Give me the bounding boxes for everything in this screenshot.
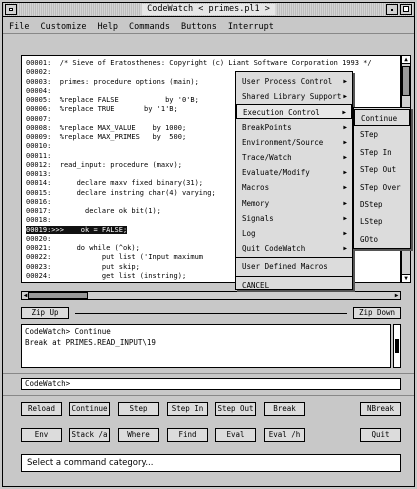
line-code: declare ok bit(1); (59, 207, 161, 215)
menu-bar (3, 18, 414, 34)
menu-interrupt[interactable]: Interrupt (227, 22, 274, 32)
submenu-arrow-icon: ▶ (343, 184, 347, 192)
line-number: 00015: (26, 188, 52, 197)
line-code: /* Sieve of Eratosthenes: Copyright (c) Liant Software Corporation 1993 */ (59, 59, 372, 67)
spacer (51, 189, 59, 197)
line-number: 00009: (26, 133, 52, 141)
button-row-2 (21, 428, 401, 442)
menu-commands[interactable]: Commands (129, 22, 170, 32)
line-number: 00019:>>> (26, 225, 64, 234)
source-line[interactable] (26, 272, 186, 281)
source-line[interactable] (26, 170, 60, 179)
scroll-up-arrow-icon[interactable]: ▲ (402, 56, 410, 64)
spacer (51, 133, 59, 141)
submenu-arrow-icon: ▶ (343, 93, 347, 101)
spacer (51, 216, 59, 224)
line-number: 00018: (26, 216, 52, 225)
line-code: put skip; (59, 262, 140, 271)
menu-item-label: BreakPoints (242, 122, 292, 132)
source-line[interactable] (26, 105, 178, 114)
line-number: 00007: (26, 114, 52, 123)
line-number: 00003: (26, 77, 52, 86)
window-title: CodeWatch < primes.pl1 > (141, 4, 276, 15)
console-scroll-thumb[interactable] (395, 339, 399, 353)
menu-customize[interactable]: Customize (40, 22, 87, 32)
spacer (51, 244, 59, 252)
step-out-button[interactable]: Step Out (215, 402, 256, 416)
menu-item-label: Signals (242, 213, 274, 223)
find-button[interactable]: Find (167, 428, 208, 442)
submenu-item-lstep[interactable]: LStep (360, 217, 383, 227)
line-number: 00005: (26, 96, 52, 104)
menu-separator (236, 257, 352, 258)
source-line[interactable] (26, 198, 60, 207)
source-line[interactable] (26, 216, 60, 225)
menu-item-trace-watch[interactable] (236, 150, 352, 165)
submenu-arrow-icon: ▶ (343, 214, 347, 222)
title-bar[interactable] (3, 3, 414, 17)
step-in-button[interactable]: Step In (167, 402, 208, 416)
menu-item-label: Shared Library Support (242, 92, 342, 102)
menu-item-label: Macros (242, 183, 270, 193)
stack-button[interactable]: Stack /a (69, 428, 110, 442)
line-number: 00010: (26, 142, 52, 151)
divider (3, 373, 414, 374)
menu-item-memory[interactable] (236, 196, 352, 211)
submenu-arrow-icon: ▶ (343, 138, 347, 146)
pane-sash[interactable] (75, 313, 347, 314)
spacer (51, 78, 59, 86)
menu-item-label: Trace/Watch (242, 153, 292, 162)
current-line[interactable] (26, 226, 127, 235)
break-button[interactable]: Break (264, 402, 305, 416)
spacer (51, 253, 59, 261)
menu-item-cancel[interactable] (236, 278, 352, 293)
scroll-right-arrow-icon[interactable]: ▶ (394, 292, 399, 299)
divider (3, 395, 414, 396)
eval-button[interactable]: Eval (215, 428, 256, 442)
output-console[interactable] (21, 324, 391, 368)
command-category-menu (235, 71, 353, 290)
source-line[interactable] (26, 96, 199, 105)
submenu-arrow-icon: ▶ (343, 154, 347, 161)
line-number: 00023: (26, 262, 52, 271)
submenu-arrow-icon: ▶ (343, 245, 347, 253)
spacer (51, 161, 59, 169)
line-code: %replace FALSE by '0'B; (59, 96, 199, 104)
menu-item-macros[interactable] (236, 180, 352, 195)
source-line[interactable] (26, 263, 140, 272)
source-line[interactable] (26, 68, 60, 77)
source-line[interactable] (26, 244, 140, 253)
menu-item-environment-source[interactable] (236, 135, 352, 150)
menu-item-label: Evaluate/Modify (242, 168, 310, 178)
menu-item-shared-library-support[interactable] (236, 89, 352, 104)
submenu-item-goto[interactable]: GOto (360, 234, 379, 244)
line-code: do while (^ok); (59, 244, 140, 252)
scroll-left-arrow-icon[interactable]: ◀ (23, 292, 28, 299)
menu-file[interactable]: File (9, 22, 30, 32)
line-code: declare maxv fixed binary(31); (59, 179, 204, 188)
source-line[interactable] (26, 152, 60, 161)
line-number: 00013: (26, 170, 52, 178)
line-number: 00008: (26, 123, 52, 132)
command-input[interactable]: CodeWatch> (21, 378, 401, 390)
spacer (51, 115, 59, 123)
submenu-arrow-icon: ▶ (343, 169, 347, 177)
spacer (51, 124, 59, 132)
spacer (51, 59, 59, 67)
line-number: 00002: (26, 68, 52, 77)
nbreak-button[interactable]: NBreak (360, 402, 401, 416)
source-line[interactable] (26, 115, 60, 124)
menu-item-user-defined-macros[interactable] (236, 259, 352, 274)
menu-separator (236, 276, 352, 277)
spacer (51, 105, 59, 113)
menu-item-signals[interactable] (236, 211, 352, 226)
line-number: 00012: (26, 160, 52, 169)
console-line: Break at PRIMES.READ_INPUT\19 (25, 338, 161, 347)
continue-button[interactable]: Continue (69, 402, 110, 416)
line-code: %replace TRUE by '1'B; (59, 105, 178, 114)
menu-item-label: User Process Control (242, 77, 333, 86)
zip-row (21, 307, 401, 319)
menu-item-label: Quit CodeWatch (242, 244, 306, 254)
submenu-item-step-in[interactable]: STep In (360, 147, 392, 157)
line-number: 00014: (26, 179, 52, 188)
source-line[interactable] (26, 189, 216, 198)
line-number: 00022: (26, 253, 52, 262)
line-number: 00021: (26, 244, 52, 252)
source-line[interactable] (26, 59, 372, 68)
console-scrollbar[interactable] (393, 324, 401, 368)
line-code: read_input: procedure (maxv); (59, 160, 182, 169)
submenu-item-step[interactable]: STep (360, 130, 379, 140)
button-row-1 (21, 402, 401, 416)
submenu-item-continue[interactable]: Continue (354, 109, 410, 126)
env-button[interactable]: Env (21, 428, 62, 442)
line-code: get list (instring); (59, 271, 187, 280)
source-line[interactable] (26, 253, 203, 262)
line-number: 00006: (26, 105, 52, 114)
step-button[interactable]: Step (118, 402, 159, 416)
menu-item-evaluate-modify[interactable] (236, 165, 352, 180)
source-line[interactable] (26, 179, 203, 188)
menu-item-label: User Defined Macros (242, 262, 328, 272)
source-line[interactable] (26, 142, 60, 151)
zip-down-button[interactable]: Zip Down (353, 307, 401, 319)
maximize-icon (403, 6, 409, 12)
line-code: ok = FALSE; (63, 225, 128, 234)
spacer (51, 179, 59, 187)
window-menu-icon (9, 8, 13, 11)
menu-help[interactable]: Help (97, 22, 119, 32)
line-code: %replace MAX_VALUE by 1000; (59, 123, 187, 132)
source-hscroll-thumb[interactable] (28, 292, 88, 299)
spacer (51, 263, 59, 271)
source-line[interactable] (26, 78, 199, 87)
source-line[interactable] (26, 87, 60, 96)
submenu-arrow-icon: ▶ (343, 230, 347, 237)
execution-control-submenu (353, 107, 411, 249)
spacer (51, 198, 59, 206)
submenu-arrow-icon: ▶ (343, 199, 347, 207)
where-button[interactable]: Where (118, 428, 159, 442)
spacer (51, 235, 59, 243)
line-code: %replace MAX_PRIMES by 500; (59, 133, 187, 141)
window-menu-button[interactable] (5, 4, 17, 15)
spacer (51, 68, 59, 76)
source-line[interactable] (26, 161, 182, 170)
line-code: declare instring char(4) varying; (59, 188, 216, 197)
line-number: 00020: (26, 234, 52, 243)
maximize-button[interactable] (400, 4, 412, 15)
line-number: 00024: (26, 271, 52, 280)
line-code: primes: procedure options (main); (59, 77, 199, 86)
submenu-arrow-icon: ▶ (342, 109, 346, 117)
status-bar: Select a command category... (21, 454, 401, 472)
quit-button[interactable]: Quit (360, 428, 401, 442)
eval-h-button[interactable]: Eval /h (264, 428, 305, 442)
line-code: put list ('Input maximum (59, 253, 204, 262)
console-line: CodeWatch> Continue (25, 327, 111, 336)
zip-up-button[interactable]: Zip Up (21, 307, 69, 319)
spacer (51, 142, 59, 150)
spacer (51, 152, 59, 160)
spacer (51, 87, 59, 95)
menu-item-log[interactable] (236, 226, 352, 241)
spacer (51, 96, 59, 104)
spacer (51, 170, 59, 178)
line-number: 00016: (26, 197, 52, 206)
menu-item-label: Log (242, 229, 256, 238)
line-number: 00011: (26, 151, 52, 160)
source-line[interactable] (26, 133, 186, 142)
codewatch-window (2, 2, 415, 487)
spacer (51, 207, 59, 215)
submenu-item-step-over[interactable]: STep Over (360, 182, 401, 192)
line-number: 00017: (26, 207, 52, 215)
menu-buttons[interactable]: Buttons (180, 22, 217, 32)
source-vscroll-thumb[interactable] (402, 66, 410, 96)
spacer (51, 272, 59, 280)
source-line[interactable] (26, 235, 60, 244)
minimize-button[interactable] (386, 4, 398, 15)
menu-item-label: Memory (242, 198, 270, 208)
menu-item-breakpoints[interactable] (236, 120, 352, 135)
line-number: 00004: (26, 86, 52, 95)
submenu-item-step-out[interactable]: STep Out (360, 165, 397, 175)
menu-item-user-process-control[interactable] (236, 74, 352, 89)
submenu-arrow-icon: ▶ (343, 123, 347, 131)
submenu-item-dstep[interactable]: DStep (360, 200, 383, 209)
minimize-icon (391, 9, 393, 11)
scroll-down-arrow-icon[interactable]: ▼ (402, 274, 410, 282)
menu-item-label: CANCEL (242, 280, 270, 290)
submenu-arrow-icon: ▶ (343, 78, 347, 85)
menu-item-label: Execution Control (243, 108, 320, 118)
menu-item-quit-codewatch[interactable] (236, 241, 352, 256)
reload-button[interactable]: Reload (21, 402, 62, 416)
source-line[interactable] (26, 207, 161, 216)
menu-item-execution-control[interactable] (236, 104, 352, 119)
menu-item-label: Environment/Source (242, 137, 324, 147)
line-number: 00001: (26, 59, 52, 67)
source-line[interactable] (26, 124, 186, 133)
